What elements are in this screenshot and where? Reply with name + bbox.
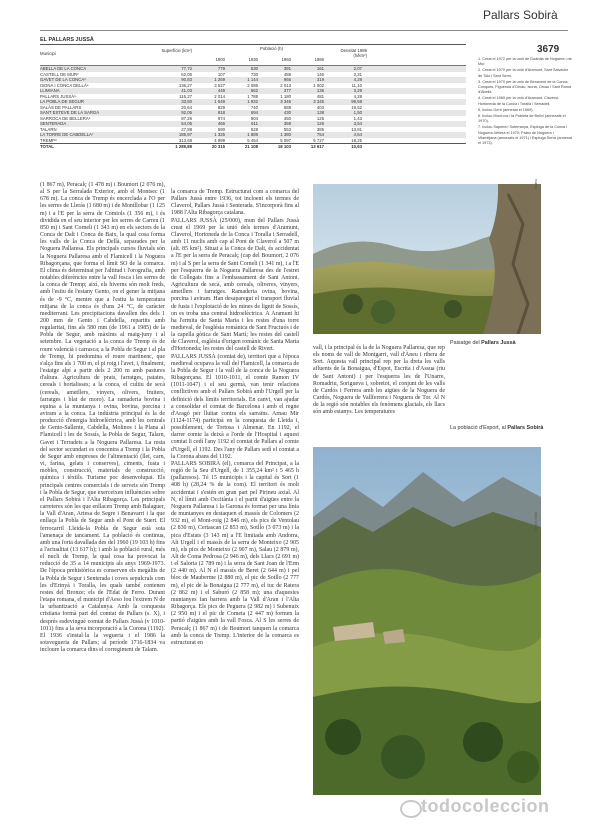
- cell: 13,81: [351, 126, 362, 132]
- cell: SARROCA DE BELLERA⁶: [40, 115, 91, 121]
- cell: 4 899: [214, 137, 225, 143]
- cell: 135: [316, 88, 324, 93]
- cell: 126: [316, 121, 324, 126]
- cell: 430: [283, 110, 291, 115]
- cell: 974: [217, 115, 225, 121]
- cell: 3,29: [353, 88, 362, 93]
- cell: 829: [217, 104, 225, 110]
- cell: 3 527: [214, 82, 225, 88]
- cell: SANT ESTEVE DE LA SARGA: [40, 110, 100, 115]
- cell: 10,63: [351, 144, 362, 149]
- cell: 27,88: [181, 126, 192, 132]
- note: 6. Inclou Mont-ros i la Pobleta de Bellví (annexats el 1970).: [478, 114, 566, 124]
- caption-bold: Pallars Sobirà: [507, 425, 544, 431]
- cell: 1 002: [313, 82, 324, 88]
- cell: 18 103: [277, 144, 291, 149]
- cell: 90,83: [181, 77, 192, 82]
- statistics-table: [40, 37, 466, 150]
- cell: 1 269: [214, 77, 225, 82]
- cell: LA TORRE DE CABDELLA⁷: [40, 132, 94, 137]
- cell: 77,72: [181, 66, 192, 71]
- cell: 41,03: [181, 88, 192, 93]
- cell: 818: [217, 110, 225, 115]
- cell: 3,54: [353, 121, 362, 126]
- photo-caption: [450, 340, 570, 347]
- paragraph: PALLARS JUSSÀ (comtat de), territori que a l'època medieval ocupava la vall del Flamicell, la comarca de la Pobla de Segur i la vall de la conca de la Noguera Ribagorçana. El 1010-1011, el comte Ramon IV (1011-1047) i el seu germà, van tenir relacions conflictives amb el Pallars Sobirà amb l'Urgell per la definició dels límits territorials. En canvi, van ajudar a consolidar el comtat de Barcelona i amb el regne d'Aragó per lluitar contra els sarraïns. Arnau Mir (1124-1174) participà en la conquesta de Lleida i, possiblement, de Tortosa i Almenar. En 1192, el darrer comte la deixà a l'orde de l'Hospital i aquest comtat li cedí l'any 1192 el comtat de Pallars al comte d'Urgell, el 1192. Des l'any de Pallars sedí el comtat a la Corona abans del 1192.: [171, 353, 299, 460]
- cell: 5 727: [313, 137, 324, 143]
- cell: 3 345: [313, 99, 324, 104]
- note: 1. Creat el 1972 per la unió de Guàrdia de Noguera i de Mur.: [478, 57, 572, 67]
- cell: LLIMIANA: [40, 88, 60, 93]
- cell: 450: [283, 115, 291, 121]
- cell: 403: [316, 104, 324, 110]
- cell: 1 380: [280, 132, 291, 137]
- cell: TALARN: [40, 126, 57, 132]
- header-rule: [40, 30, 568, 31]
- cell: 161: [316, 66, 324, 71]
- cell: 20 315: [211, 144, 225, 149]
- cell: 1 144: [247, 77, 258, 82]
- table-total-row: [40, 143, 466, 150]
- cell: 4,54: [353, 132, 362, 137]
- landscape-photo-pallars-jussa: [313, 184, 541, 334]
- cell: 3 346: [280, 99, 291, 104]
- cell: 359: [283, 121, 291, 126]
- page-number: 3679: [537, 44, 560, 55]
- cell: 385: [316, 126, 324, 132]
- header-year-1960: 1960: [281, 57, 291, 62]
- header-poblacio: Població (h): [260, 46, 283, 51]
- cell: 99,58: [351, 99, 362, 104]
- cell: 1 889: [247, 132, 258, 137]
- cell: LA POBLA DE SEGUR: [40, 99, 84, 104]
- cell: TREMP⁸: [40, 137, 57, 143]
- cell: 18,25: [351, 137, 362, 143]
- cell: 688: [283, 104, 291, 110]
- table-notes: [478, 57, 572, 147]
- cell: 62,05: [181, 71, 192, 77]
- paragraph: PALLARS SOBIRÀ (el), comarca del Principat, a la regió de la Seu d'Urgell, de 1 355,24 km² i 5 465 h (pallaresos). Té 15 municipis i la capital és Sort (1 408 h) (28,24 % de la com). El territori és molt accidentat i s'estén en gran part pel Pirineu axial. Al N, el límit amb Occitània i el partit d'aigües entre la Noguera Pallaresa i la Garona és format per una línia de muntanyes en destaquen el massís de Colomers (2 932 m), el Mont-roig (2 846 m), els pics de Ventolau (2 830 m), Certascan (2 853 m), Sotllo (3 073 m) i la pica d'Estats (3 143 m) a l'E limitada amb Andorra, Alt Urgell i el massís de la serra de Monteixo (2 905 m), els pics de Monteixo (2 907 m), Salau (2 879 m), Alt de Coma Pedrosa (2 946 m), dels Llacs (2 691 m) i el Saloria (2 789 m) i la serra de Sant Joan de l'Erm (2 440 m). Al N el massís de Beret (2 644 m) i pel bloc de Mauberme (2 880 m), el pic de Sotllo (2 777 m), el pic de la Bonaigua (2 777 m), el tuc de Ratera (2 862 m) i el Saburó (2 858 m); una d'aquestes muntanyes fan barrera amb la Vall d'Aran i l'Alta Ribagorça. Els pics de Peguera (2 982 m) i Subenuix (2 950 m) i el pic de Cometa (2 447 m) formen la partió d'aigües amb la vall Fosca. Al S les serres de Peracalç (1 867 m) i de Boumort tanquen la comarca amb la conca de Tremp. L'interior de la comarca es estructurat en: [171, 460, 299, 646]
- cell: 391: [283, 66, 291, 71]
- cell: 1,43: [353, 115, 362, 121]
- cell: 1 325: [214, 132, 225, 137]
- cell: 466: [217, 121, 225, 126]
- cell: 54,05: [181, 121, 192, 126]
- text-column-1: [40, 182, 165, 654]
- cell: 449: [217, 88, 225, 93]
- cell: TOTAL: [40, 144, 54, 149]
- cell: 1,50: [353, 110, 362, 115]
- cell: 1 549: [214, 99, 225, 104]
- cell: 313,68: [178, 137, 192, 143]
- header-year-1930: 1930: [248, 57, 258, 62]
- cell: 92,05: [181, 110, 192, 115]
- cell: 138: [316, 110, 324, 115]
- watermark-logo-icon: [400, 800, 422, 818]
- cell: 87,26: [181, 115, 192, 121]
- cell: 488: [283, 71, 291, 77]
- note: 2. Creat el 1970 per la unió d'Aramunt, Sant Salvador de Toló i Sant Serni.: [478, 68, 569, 78]
- cell: 146: [316, 71, 324, 77]
- cell: 611: [251, 121, 258, 126]
- header-densitat: Densitat 1986 (h/km²): [340, 48, 367, 58]
- table-title: EL PALLARS JUSSÀ: [40, 37, 466, 45]
- cell: 5 454: [247, 137, 258, 143]
- note: 7. Inclou Sapeira i Suterranya, Espluga de la Conca i Noguera-Vellerà el 1970; Palau de Noguera i Vilamitjana (annexats el 1971) i Espluga Serra (annexat el 1973).: [478, 125, 572, 146]
- cell: 530: [250, 66, 258, 71]
- header-municipi: Municipi: [40, 51, 56, 56]
- cell: 966: [283, 77, 291, 82]
- cell: 4,29: [353, 77, 362, 82]
- cell: GAVET DE LA CONCA³: [40, 77, 86, 82]
- cell: ISONA I CONCA DELLÀ⁴: [40, 82, 89, 88]
- header-superficie: Superfície (km²): [161, 48, 192, 53]
- cell: 1 180: [280, 93, 291, 99]
- caption-text: La població d'Esport, al: [450, 425, 508, 431]
- paragraph: la comarca de Tremp. Estructurat com a comarca del Pallars Jussà entre 1936, tot incloent els termes de Claverol, Pallars Jussà i Senterada. S'incorporà fins al 1988 l'Alta Ribagorça catalana.: [171, 189, 299, 217]
- cell: 377: [283, 88, 291, 93]
- cell: 2,07: [353, 66, 362, 71]
- caption-text: Paisatge del: [450, 340, 482, 346]
- cell: ABELLA DE LA CONCA: [40, 66, 87, 71]
- cell: 21 108: [244, 144, 258, 149]
- cell: 481: [316, 93, 324, 99]
- cell: 319: [316, 77, 324, 82]
- cell: 754: [316, 132, 324, 137]
- cell: PALLARS JUSSÀ⁵: [40, 93, 76, 99]
- photo-credit: Antoni Miró: [533, 511, 538, 532]
- cell: 904: [250, 115, 258, 121]
- cell: 5 097: [280, 137, 291, 143]
- cell: 20,64: [181, 104, 192, 110]
- cell: 185,97: [178, 132, 192, 137]
- cell: 740: [250, 104, 258, 110]
- photo-credit: Index: [533, 179, 538, 189]
- running-title: Pallars Sobirà: [483, 8, 558, 22]
- landscape-photo-pallars-sobira: [313, 447, 541, 795]
- cell: 33,50: [181, 99, 192, 104]
- cell: CASTELL DE MUR²: [40, 71, 79, 77]
- text-column-3: [313, 345, 445, 417]
- cell: SALÀS DE PALLARS: [40, 104, 82, 110]
- paragraph: vall, i la principal és la de la Noguera Pallaresa, que rep els noms de vall de Montgarri, vall d'Àneu i ribera de Sort. Aquesta vall principal rep per la dreta les valls afluents de la Bonaigua, d'Espot, Escrita i d'Assua (riu de Sant Antoni) i per l'esquerra les de l'Unarre, Romadriu, Sorigueva i, sobretot, el conjunt de les valls de Cardós i Ferrera amb les aigües de la Noguera de Cardós, Noguera de Vallferrera i Noguera de Tor. Al N de la regió són notables els fenòmens glacials, els llacs són amb estanys. Les temperatures: [313, 345, 445, 416]
- watermark: todocoleccion: [421, 796, 550, 816]
- cell: 125: [316, 115, 324, 121]
- cell: 2 086: [247, 82, 258, 88]
- cell: 1 788: [247, 93, 258, 99]
- cell: SENTERADA: [40, 121, 67, 126]
- cell: 2 013: [280, 82, 291, 88]
- paragraph: PALLARS JUSSÀ (25/000), mun del Pallars Jussà creat el 1969 per la unió dels termes d'Aramunt, Claverol, Hortoneda de la Conca i Toralla i Serradell, amb 11 nuclis amb cap al Pont de Claverol a 507 m (alt. 85 km²). Situat a la Conca de Dalt, és accidentat a l'E per la serra de Peracalç (cap del Boumort, 2 076 m) i al S per la serra de Sant Corneli (1 341 m), i a l'E per l'esquerra de la Noguera Pallaresa des de l'estret de Collegats fins a l'embassament de Sant Antoni. Agricultura de secà, amb cereals, oliveres, vinyers, ametllers i farratges. Ramaderia ovina, bovina, porcina i aviram. Han desaparegut el transport fluvial de fusta i l'explotació de les mines de lignit de Sossís, on es troba una central hidroelèctrica. A Aramunt hi ha l'ermita de Santa Maria i les restes d'una torre medieval, de l'església romànica de Sant Fructuós i de la capella gòtica de Sant Martí; les restes del castell de Claverol, església d'origen romànic de Santa Maria d'Hortoneda; les restes del castell de Rivert.: [171, 217, 299, 353]
- note: 3. Creat el 1970 per la unió de Benavent de la Conca, Conques, Figuerola d'Orcau, Isona, Orcau i Sant Romà d'Abella.: [478, 79, 572, 95]
- header-year-1900: 1900: [215, 57, 225, 62]
- cell: 4,28: [353, 93, 362, 99]
- cell: 2,31: [353, 71, 362, 77]
- table-header: [40, 45, 466, 66]
- cell: 11,10: [351, 82, 362, 88]
- cell: 13 617: [310, 144, 324, 149]
- note: 5. Inclou Gerri (annexat el 1969).: [478, 107, 534, 112]
- note: 4. Creat el 1969 per la unió d'Aramunt, Claverol, Hortoneda de la Conca i Toralla i Serradell.: [478, 96, 560, 106]
- cell: 694: [250, 110, 258, 115]
- cell: 730: [250, 71, 258, 77]
- paragraph: (1 867 m), Peracalç (1 478 m) i Boumort (2 076 m), al S per la Serralada Exterior, amb el Montsec (1 678 m). La conca de Tremp és encerclada a l'O per les serres de Lleràs (1 680 m) i de Montllobar (1 125 m) i a l'E per la serra de Comiols (1 356 m), i és dividida en el seu interior per les serres de Carreu (1 850 m) i Sant Corneli (1 343 m) en els sectors de la Conca de Dalt i Conca de Baix, la qual cosa forma les valls de la Conca de Dellà, separades per la Noguera Pallaresa. Els principals cursos fluvials són la Noguera Pallaresa amb el Flamicell i la Noguera Ribagorçana, que forma el límit SO de la comarca. El clima és determinat per l'altitud i l'orografia, amb notables diferències entre la vall fosca i les serres de la conca de Tremp; així, els hiverns són molt freds, amb l'estiu de l'estany Gento, on el gener la mitjana és de -9 °C, mentre que a l'estiu la temperatura mitjana de la conca és d'uns 24 °C, de caràcter mediterrani. Les precipitacions davallen des dels 1 200 mm de Gento i Cabdella, repartits amb regularitat, fins als 580 mm (de 1961 a 1985) de la Pobla de Segur, amb màxims al maig-juny i al setembre. La vegetació a la conca de Tremp és de roure valencià i carrasca; a la Pobla de Segur i al pla de Tremp, hi predomina el roure martinenc, que s'alça fins als 1 700 m, el pi roig i l'avet, i, finalment, l'estatge alpí a partir dels 2 200 m amb pastures d'altura. Agricultura de prats, farratges, patates, cereals i hortalisses; a la conca, el cultiu de secà (cereals, ametllers, vinyers, olivers, fruiters, farratges i blat de moro). La ramaderia bovina i equina a la muntanya i ovina, bovina, porcina i aviram a la conca. La indústria principal és la de producció d'energia hidroelèctrica, amb les centrals de Gento-Sallente, Cabdella, Molinos i la Plana al Flamicell i les de Sossís, la Pobla de Segur, Talarn, Gavet i Terradets a la Noguera Pallaresa. La resta del sector secundari es concentra a Tremp i la Pobla de Segur amb empreses de l'alimentació (llet, carn, vi, farina, gelats i conserves), ciments, fusta i mobles, construcció, materials de construcció, química i tèxtils. Turisme poc desenvolupat. Els principals centres comercials i de serveis són Tremp i la Pobla de Segur, que exerceixen influències sobre el Pallars Sobirà i l'Alta Ribagorça. Les principals carreteres són les que enllacen Tremp amb Balaguer, la Vall d'Aran, Artesa de Segre i Benavarri i la que enllaça la Pobla de Segur amb el Pont de Suert. El ferrocarril Lleida-la Pobla de Segur està sota l'amenaça de tancament. La població és continua, amb una forta davallada des del 1960 (19 103 h) fins a l'actualitat (13 617 h); i amb la població rural, més el nucli de Tremp, la qual cosa ha provocat la reducció de 35 a 14 municipis als anys 1969-1973. De l'època prehistòrica es conserven els megàlits de la Pobla de Segur i Senterada i coves sepulcrals com les d'Erinyà i Toralla, les quals també contenen restes del Bronze; els de l'Edat de Ferro. Durant l'etapa romana, el municipi d'Aeso fou l'extrem N de la urbanització a Catalunya. Amb la conquesta cristiana formà part del comtat de Pallars (s. X), i després esdevingué comtat de Pallars Jussà (v 1010-1011) fins a la seva incorporació a la Corona (1192). El 1936 s'instal·la la vegueria i el 1986 la sotsvegueria de Pallars; al període 1716-1834 va incloure la comarca dins el corregiment de Talarn.: [40, 182, 165, 654]
- cell: 2 014: [214, 93, 225, 99]
- cell: 19,52: [351, 104, 362, 110]
- cell: 590: [217, 126, 225, 132]
- cell: 116,27: [179, 93, 192, 99]
- cell: 107: [217, 71, 225, 77]
- table-body: [40, 66, 466, 143]
- cell: 1 932: [247, 99, 258, 104]
- cell: 562: [250, 88, 258, 93]
- photo-caption: [450, 425, 570, 432]
- cell: 779: [217, 66, 225, 71]
- cell: 528: [250, 126, 258, 132]
- cell: 553: [283, 126, 291, 132]
- caption-bold: Pallars Jussà: [481, 340, 516, 346]
- cell: 136,27: [178, 82, 192, 88]
- header-year-1986: 1986: [314, 57, 324, 62]
- cell: 1 289,89: [175, 144, 192, 149]
- text-column-2: [171, 189, 299, 647]
